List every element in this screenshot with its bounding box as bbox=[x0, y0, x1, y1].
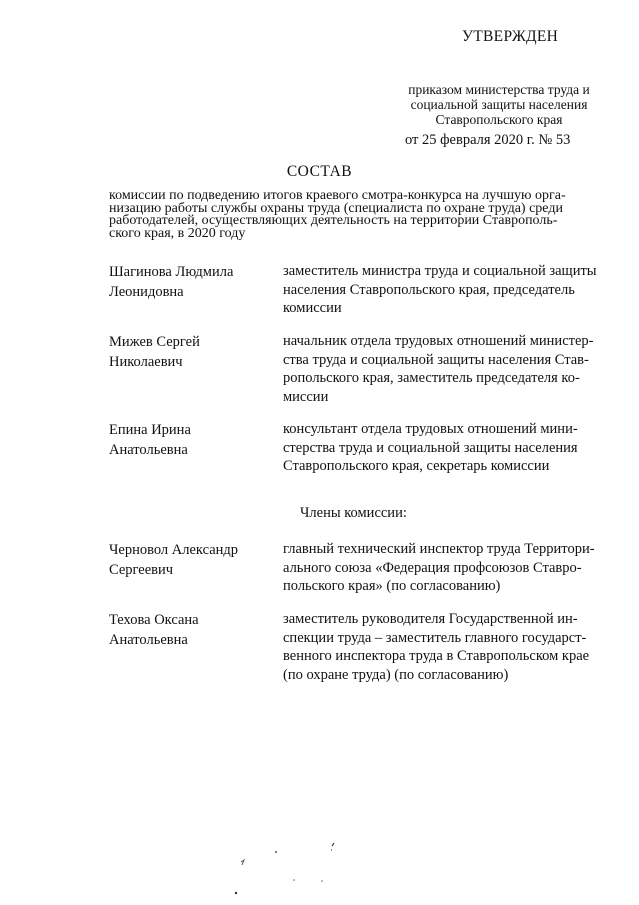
role-line: стерства труда и социальной защиты населения bbox=[283, 439, 578, 456]
subtitle-line: работодателей, осуществляющих деятельность на территории Ставрополь- bbox=[109, 213, 558, 228]
member-name bbox=[109, 420, 279, 460]
role-line: (по охране труда) (по согласованию) bbox=[283, 666, 509, 683]
subtitle-line: ского края, в 2020 году bbox=[109, 225, 246, 241]
approval-order-text bbox=[380, 82, 618, 127]
members-heading: Члены комиссии: bbox=[300, 505, 407, 521]
name-line: Мижев Сергей bbox=[109, 334, 200, 350]
member-role bbox=[283, 420, 608, 476]
document-title: СОСТАВ bbox=[286, 163, 353, 180]
role-line: заместитель руководителя Государственной ин- bbox=[283, 611, 578, 627]
role-line: населения Ставропольского края, председатель bbox=[283, 281, 575, 298]
role-line: миссии bbox=[283, 388, 329, 405]
role-line: ропольского края, заместитель председателя ко- bbox=[283, 370, 580, 386]
role-line: ального союза «Федерация профсоюзов Ставро- bbox=[283, 559, 582, 576]
role-line: начальник отдела трудовых отношений министер- bbox=[283, 333, 594, 349]
member-role bbox=[283, 610, 608, 684]
subtitle-line: низацию работы службы охраны труда (специалиста по охране труда) среди bbox=[109, 200, 563, 216]
role-line: ства труда и социальной защиты населения Став- bbox=[283, 351, 589, 368]
subtitle-line: комиссии по подведению итогов краевого смотра-конкурса на лучшую орга- bbox=[109, 188, 566, 203]
name-line: Епина Ирина bbox=[109, 422, 191, 438]
name-line: Черновол Александр bbox=[109, 542, 239, 558]
role-line: консультант отдела трудовых отношений мини- bbox=[283, 421, 578, 437]
member-name bbox=[109, 610, 279, 650]
name-line: Леонидовна bbox=[109, 284, 184, 300]
role-line: польского края» (по согласованию) bbox=[283, 578, 501, 594]
name-line: Техова Оксана bbox=[109, 612, 199, 628]
role-line: главный технический инспектор труда Территори- bbox=[283, 541, 595, 557]
name-line: Шагинова Людмила bbox=[109, 264, 234, 280]
name-line: Николаевич bbox=[109, 354, 183, 370]
member-name bbox=[109, 262, 279, 302]
name-line: Анатольевна bbox=[109, 632, 188, 648]
approval-stamp-heading: УТВЕРЖДЕН bbox=[462, 28, 559, 45]
order-line: Ставропольского края bbox=[435, 112, 563, 127]
name-line: Сергеевич bbox=[109, 562, 174, 578]
member-name bbox=[109, 332, 279, 372]
member-role bbox=[283, 262, 608, 318]
order-date: от 25 февраля 2020 г. № 53 bbox=[405, 132, 571, 148]
scan-marks bbox=[228, 838, 358, 898]
role-line: венного инспектора труда в Ставропольском крае bbox=[283, 648, 590, 664]
name-line: Анатольевна bbox=[109, 442, 188, 458]
member-role bbox=[283, 540, 608, 596]
role-line: заместитель министра труда и социальной защиты bbox=[283, 263, 597, 279]
order-line: социальной защиты населения bbox=[410, 97, 588, 112]
member-role bbox=[283, 332, 608, 406]
member-name bbox=[109, 540, 279, 580]
order-line: приказом министерства труда и bbox=[408, 82, 590, 97]
document-subtitle bbox=[109, 190, 607, 240]
role-line: спекции труда – заместитель главного государст- bbox=[283, 629, 587, 646]
role-line: Ставропольского края, секретарь комиссии bbox=[283, 458, 550, 474]
role-line: комиссии bbox=[283, 300, 342, 316]
